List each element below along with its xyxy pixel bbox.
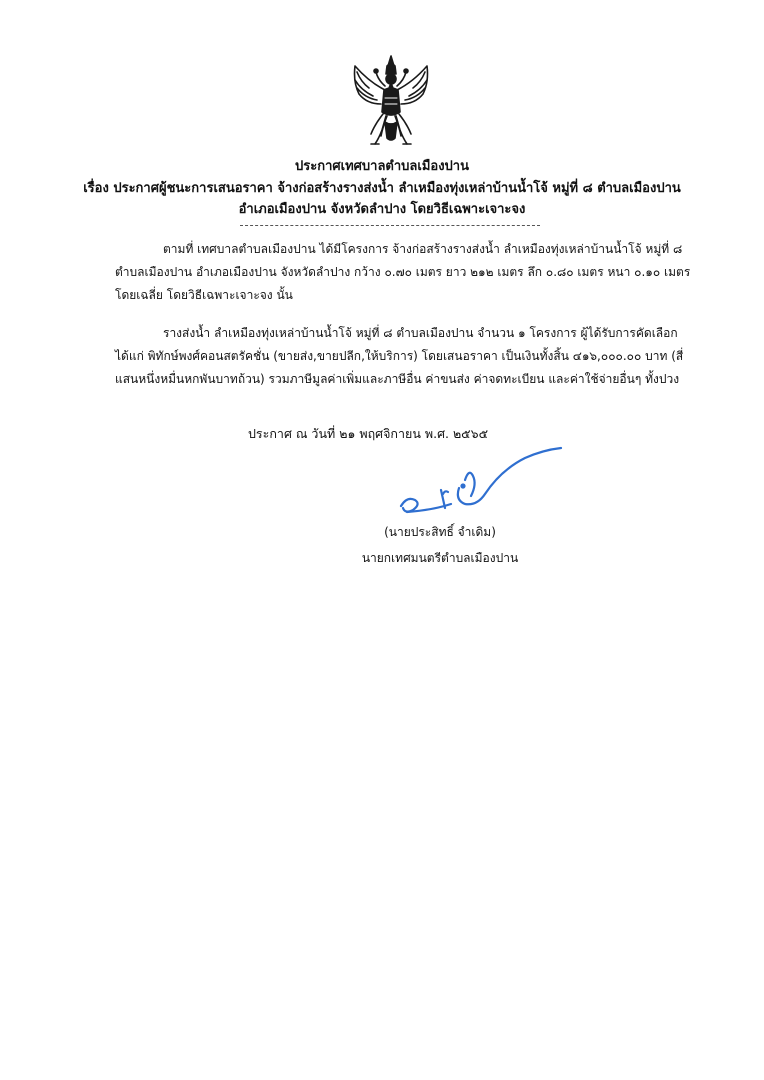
signer-title: นายกเทศมนตรีตำบลเมืองปาน bbox=[361, 551, 519, 565]
document-subject-line-2: อำเภอเมืองปาน จังหวัดลำปาง โดยวิธีเฉพาะเจาะจง bbox=[238, 202, 526, 217]
document-title: ประกาศเทศบาลตำบลเมืองปาน bbox=[295, 159, 469, 174]
signer-name: (นายประสิทธิ์ จำเดิม) bbox=[384, 525, 496, 539]
handwritten-signature bbox=[393, 440, 573, 520]
paragraph-line: โดยเฉลี่ย โดยวิธีเฉพาะเจาะจง นั้น bbox=[115, 288, 293, 302]
announcement-date: ประกาศ ณ วันที่ ๒๑ พฤศจิกายน พ.ศ. ๒๕๖๕ bbox=[248, 426, 489, 441]
paragraph-line: ตามที่ เทศบาลตำบลเมืองปาน ได้มีโครงการ จ้างก่อสร้างรางส่งน้ำ ลำเหมืองทุ่งเหล่าบ้านน้ำโจ้ หมู่ที่ ๘ bbox=[163, 242, 683, 256]
paragraph-line: รางส่งน้ำ ลำเหมืองทุ่งเหล่าบ้านน้ำโจ้ หมู่ที่ ๘ ตำบลเมืองปาน จำนวน ๑ โครงการ ผู้ได้รับการคัดเลือก bbox=[163, 326, 678, 340]
paragraph-line: ได้แก่ พิทักษ์พงศ์คอนสตรัคชั่น (ขายส่ง,ขายปลีก,ให้บริการ) โดยเสนอราคา เป็นเงินทั้งสิ้น ๔๑๖,๐๐๐.๐๐ บาท (สี่ bbox=[115, 349, 684, 363]
paragraph-line: ตำบลเมืองปาน อำเภอเมืองปาน จังหวัดลำปาง กว้าง ๐.๗๐ เมตร ยาว ๒๑๒ เมตร ลึก ๐.๘๐ เมตร หนา ๐.๑๐ เมตร bbox=[115, 265, 691, 279]
paragraph-winner bbox=[115, 322, 690, 391]
garuda-emblem-icon bbox=[345, 52, 437, 152]
document-subject-line-1: เรื่อง ประกาศผู้ชนะการเสนอราคา จ้างก่อสร้างรางส่งน้ำ ลำเหมืองทุ่งเหล่าบ้านน้ำโจ้ หมู่ที่ ๘ ตำบลเมืองปาน bbox=[83, 181, 681, 196]
paragraph-line: แสนหนึ่งหมื่นหกพันบาทถ้วน) รวมภาษีมูลค่าเพิ่มและภาษีอื่น ค่าขนส่ง ค่าจดทะเบียน และค่าใช้จ่ายอื่นๆ ทั้งปวง bbox=[115, 372, 680, 386]
header-divider bbox=[240, 225, 540, 226]
paragraph-background bbox=[115, 238, 690, 307]
